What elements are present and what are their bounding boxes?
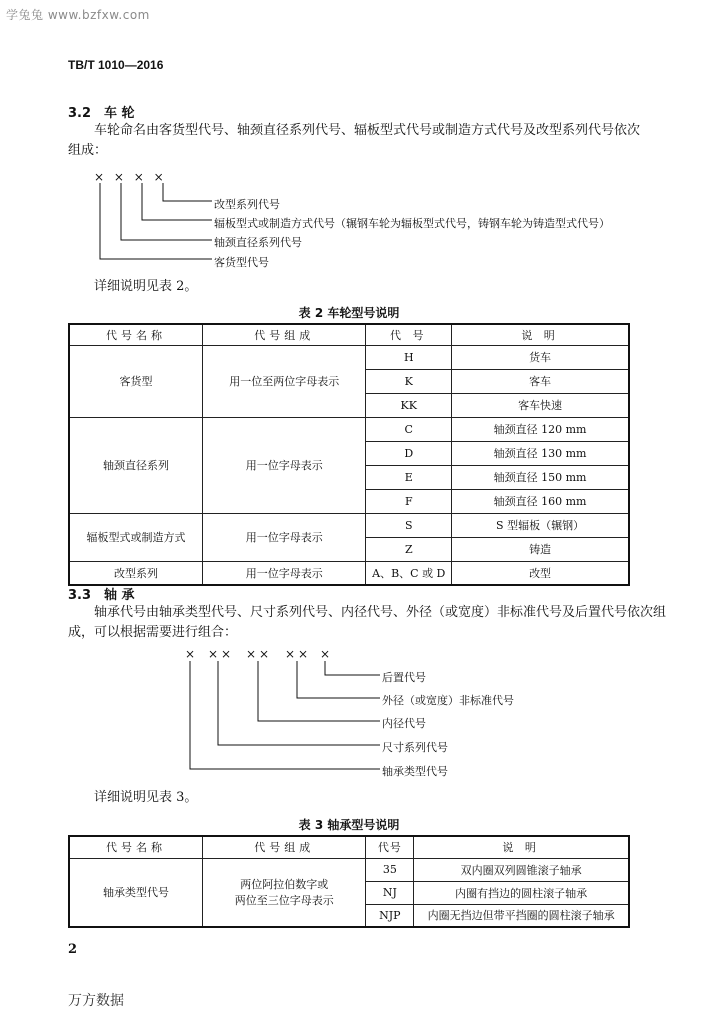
description-cell: 改型 [452, 561, 629, 585]
section-3-3-intro-line2: 成，可以根据需要进行组合： [68, 625, 238, 640]
group-composition: 用一位字母表示 [203, 561, 366, 585]
section-3-3-intro-line1: 轴承代号由轴承类型代号、尺寸系列代号、内径代号、外径（或宽度）非标准代号及后置代号依次组 [94, 605, 667, 620]
wheel-label-type: 客货型代号 [214, 256, 269, 269]
description-cell: 轴颈直径 130 mm [452, 441, 629, 465]
section-title: 车 轮 [104, 106, 135, 121]
code-cell: C [366, 417, 452, 441]
group-name: 客货型 [69, 345, 203, 417]
bearing-label-inner: 内径代号 [382, 717, 426, 730]
table-2-caption: 表 2 车轮型号说明 [298, 306, 400, 320]
bearing-label-size: 尺寸系列代号 [382, 741, 448, 754]
footer-source: 万方数据 [68, 993, 124, 1009]
bearing-symbol-5: × [320, 647, 334, 661]
header-description: 说 明 [452, 324, 629, 345]
wheel-leader-journal [121, 183, 212, 240]
group-name: 轴承类型代号 [69, 858, 203, 927]
code-cell: KK [366, 393, 452, 417]
header-description: 说 明 [414, 836, 629, 858]
wheel-leader-modification [163, 183, 212, 201]
code-cell: S [366, 513, 452, 537]
header-code-name: 代号名称 [69, 836, 203, 858]
section-number: 3.2 [68, 106, 92, 121]
description-cell: 客车快速 [452, 393, 629, 417]
wheel-code-symbols: × × × × [94, 170, 167, 184]
code-cell: Z [366, 537, 452, 561]
bearing-symbol-3: ×× [246, 647, 273, 661]
bearing-leader-inner [258, 661, 380, 721]
table-3-caption: 表 3 轴承型号说明 [298, 818, 400, 832]
bearing-leader-outer [297, 661, 380, 698]
description-cell: 客车 [452, 369, 629, 393]
group-composition: 用一位至两位字母表示 [203, 345, 366, 417]
wheel-label-web-type: 辐板型式或制造方式代号（辗钢车轮为辐板型式代号，铸钢车轮为铸造型式代号） [214, 217, 610, 230]
watermark: 学兔兔 www.bzfxw.com [6, 8, 150, 22]
see-table-3: 详细说明见表 3。 [94, 790, 198, 805]
code-cell: K [366, 369, 452, 393]
wheel-label-journal: 轴颈直径系列代号 [214, 236, 302, 249]
section-title: 轴 承 [104, 588, 135, 603]
section-3-2-intro-line2: 组成： [68, 143, 108, 158]
description-cell: 双内圈双列圆锥滚子轴承 [414, 858, 629, 881]
description-cell: 轴颈直径 160 mm [452, 489, 629, 513]
code-cell: H [366, 345, 452, 369]
group-name: 轴颈直径系列 [69, 417, 203, 513]
wheel-leader-type [100, 183, 212, 259]
composition-line-1: 两位阿拉伯数字或 [240, 878, 329, 892]
description-cell: 内圈无挡边但带平挡圈的圆柱滚子轴承 [414, 904, 629, 927]
code-cell: E [366, 465, 452, 489]
header-code-name: 代号名称 [69, 324, 203, 345]
section-3-2-intro-line1: 车轮命名由客货型代号、轴颈直径系列代号、辐板型式代号或制造方式代号及改型系列代号依次 [94, 123, 641, 138]
description-cell: 货车 [452, 345, 629, 369]
code-cell: NJP [366, 904, 414, 927]
wheel-label-modification: 改型系列代号 [214, 198, 280, 211]
code-cell: A、B、C 或 D [366, 561, 452, 585]
bearing-label-outer: 外径（或宽度）非标准代号 [382, 694, 514, 707]
bearing-leader-suffix [325, 661, 380, 675]
code-cell: F [366, 489, 452, 513]
group-name: 改型系列 [69, 561, 203, 585]
code-cell: NJ [366, 881, 414, 904]
bearing-leader-size [218, 661, 380, 745]
code-cell: 35 [366, 858, 414, 881]
description-cell: 轴颈直径 120 mm [452, 417, 629, 441]
bearing-symbol-4: ×× [285, 647, 312, 661]
bearing-symbol-2: ×× [208, 647, 235, 661]
standard-number: TB/T 1010—2016 [68, 58, 164, 72]
code-cell: D [366, 441, 452, 465]
header-code: 代号 [366, 836, 414, 858]
bearing-symbol-1: × [185, 647, 199, 661]
composition-line-2: 两位至三位字母表示 [234, 894, 334, 908]
description-cell: 铸造 [452, 537, 629, 561]
group-composition: 用一位字母表示 [203, 417, 366, 513]
bearing-label-type: 轴承类型代号 [382, 765, 448, 778]
header-composition: 代号组成 [203, 836, 366, 858]
section-number: 3.3 [68, 588, 92, 603]
page-number: 2 [68, 942, 78, 957]
header-code: 代 号 [366, 324, 452, 345]
description-cell: S 型辐板（辗钢） [452, 513, 629, 537]
see-table-2: 详细说明见表 2。 [94, 279, 198, 294]
header-composition: 代号组成 [203, 324, 366, 345]
description-cell: 内圈有挡边的圆柱滚子轴承 [414, 881, 629, 904]
description-cell: 轴颈直径 150 mm [452, 465, 629, 489]
bearing-label-suffix: 后置代号 [382, 671, 426, 684]
group-name: 辐板型式或制造方式 [69, 513, 203, 561]
group-composition: 用一位字母表示 [203, 513, 366, 561]
